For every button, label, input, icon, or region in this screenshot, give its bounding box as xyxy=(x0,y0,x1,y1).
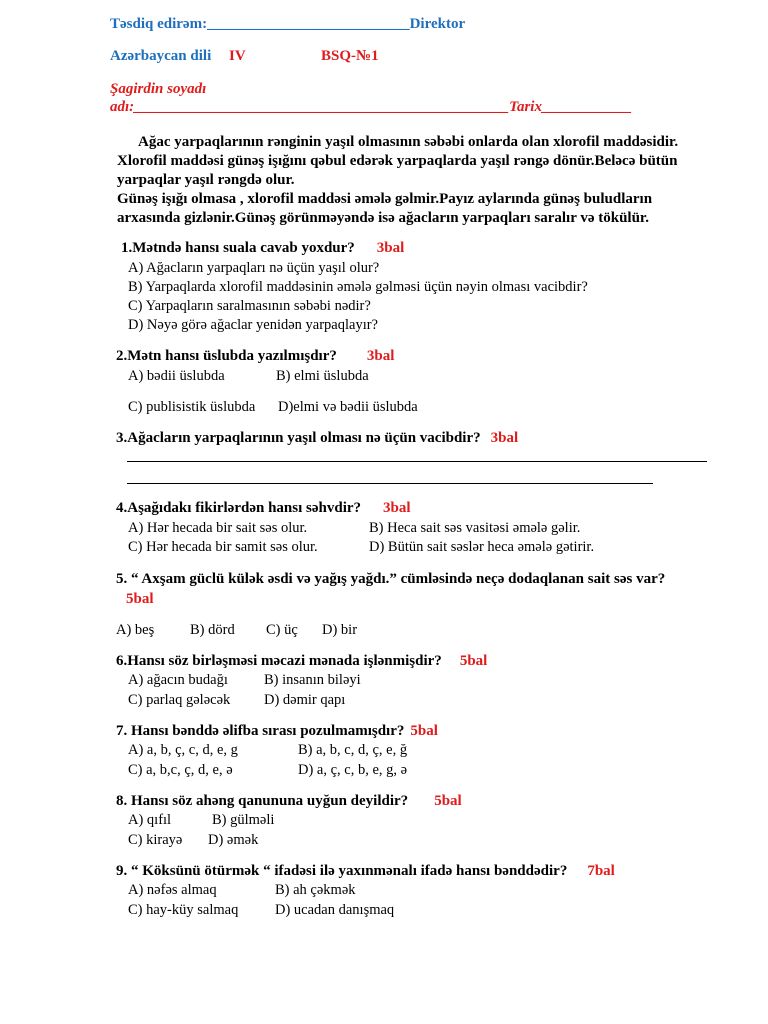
points-badge: 3bal xyxy=(366,348,395,364)
subject-label: Azərbaycan dili xyxy=(110,48,212,64)
question-text: 4.Aşağıdakı fikirlərdən hansı səhvdir? xyxy=(116,500,362,516)
question-9 xyxy=(116,863,615,880)
points-badge: 7bal xyxy=(587,863,615,879)
student-label-line1: Şagirdin soyadı xyxy=(110,81,207,97)
question-1 xyxy=(121,240,404,257)
question-4 xyxy=(116,500,411,517)
grade-label: IV xyxy=(229,48,246,64)
option-c: C) Hər hecada bir samit səs olur. xyxy=(128,539,318,555)
option-c: C) kirayə xyxy=(128,832,183,848)
option-a: A) ağacın budağı xyxy=(128,672,228,688)
option-b: B) elmi üslubda xyxy=(276,368,369,384)
option-b: B) a, b, c, d, ç, e, ğ xyxy=(298,742,408,758)
option-d: D) Nəyə görə ağaclar yenidən yarpaqlayır? xyxy=(128,317,378,333)
approval-line xyxy=(110,16,465,33)
passage-line-5: arxasında gizlənir.Günəş görünməyəndə isə ağacların yarpaqları saralır və tökülür. xyxy=(117,210,649,226)
option-c: C) a, b,c, ç, d, e, ə xyxy=(128,762,233,778)
option-c: C) Yarpaqların saralmasının səbəbi nədir? xyxy=(128,298,371,314)
option-a: A) nəfəs almaq xyxy=(128,882,217,898)
student-name-blank-2: __________________________ xyxy=(314,99,510,115)
option-b: B) Yarpaqlarda xlorofil maddəsinin əmələ gəlməsi üçün nəyin olması vacibdir? xyxy=(128,279,588,295)
option-c: C) üç xyxy=(266,622,298,638)
points-badge: 3bal xyxy=(376,240,405,256)
option-b: B) dörd xyxy=(190,622,235,638)
question-text: 6.Hansı söz birləşməsi məcazi mənada işlənmişdir? xyxy=(116,653,442,669)
points-badge: 3bal xyxy=(490,430,519,446)
question-3 xyxy=(116,430,518,447)
question-2 xyxy=(116,348,394,365)
option-c: C) hay-küy salmaq xyxy=(128,902,239,918)
passage-line-4: Günəş işığı olmasa , xlorofil maddəsi əmələ gəlmir.Payız aylarında günəş buludların xyxy=(117,191,653,207)
option-b: B) insanın biləyi xyxy=(264,672,361,688)
question-text: 8. Hansı söz ahəng qanununa uyğun deyildir? xyxy=(116,793,409,809)
points-badge: 5bal xyxy=(434,793,462,809)
answer-line-1[interactable] xyxy=(127,461,707,462)
option-a: A) Ağacların yarpaqları nə üçün yaşıl olur? xyxy=(128,260,380,276)
question-6 xyxy=(116,653,487,670)
passage-line-2: Xlorofil maddəsi günəş işığını qəbul edərək yarpaqlarda yaşıl rəngə dönür.Beləcə bütün xyxy=(117,153,678,169)
approval-blank: ___________________________ xyxy=(207,16,410,32)
option-b: B) ah çəkmək xyxy=(275,882,356,898)
option-d: D) dəmir qapı xyxy=(264,692,346,708)
passage-line-1: Ağac yarpaqlarının rənginin yaşıl olmasının səbəbi onlarda olan xlorofil maddəsidir. xyxy=(138,134,679,150)
option-d: D) Bütün sait səslər heca əmələ gətirir. xyxy=(369,539,595,555)
passage-line-3: yarpaqlar yaşıl rəngdə olur. xyxy=(117,172,295,188)
date-label: Tarix xyxy=(509,99,542,115)
option-c: C) publisistik üslubda xyxy=(128,399,256,415)
option-c: C) parlaq gələcək xyxy=(128,692,231,708)
student-line xyxy=(110,99,632,116)
question-text: 7. Hansı bənddə əlifba sırası pozulmamışdır? xyxy=(116,723,405,739)
points-badge: 5bal xyxy=(126,591,154,607)
points-badge: 5bal xyxy=(459,653,488,669)
option-a: A) a, b, ç, c, d, e, g xyxy=(128,742,238,758)
option-a: A) bədii üslubda xyxy=(128,368,225,384)
student-name-blank: ________________________ xyxy=(134,99,315,115)
option-d: D) ucadan danışmaq xyxy=(275,902,395,918)
test-label: BSQ-№1 xyxy=(321,48,379,64)
question-7 xyxy=(116,723,438,740)
option-a: A) beş xyxy=(116,622,155,638)
student-name-prefix: adı: xyxy=(110,99,135,115)
points-badge: 3bal xyxy=(383,500,411,516)
question-8 xyxy=(116,793,462,810)
subject-line xyxy=(110,48,211,65)
option-d: D) bir xyxy=(322,622,358,638)
option-a: A) qıfıl xyxy=(128,812,172,828)
option-d: D)elmi və bədii üslubda xyxy=(278,399,418,415)
option-b: B) gülməli xyxy=(212,812,275,828)
date-blank: ____________ xyxy=(541,99,632,115)
question-text: 2.Mətn hansı üslubda yazılmışdır? xyxy=(116,348,337,364)
approval-label: Təsdiq edirəm: xyxy=(110,16,208,32)
answer-line-2[interactable] xyxy=(127,483,653,484)
option-d: D) əmək xyxy=(208,832,259,848)
director-label: Direktor xyxy=(409,16,466,32)
question-text: 1.Mətndə hansı suala cavab yoxdur? xyxy=(121,240,355,256)
question-text: 3.Ağacların yarpaqlarının yaşıl olması nə üçün vacibdir? xyxy=(116,430,481,446)
option-b: B) Heca sait səs vasitəsi əmələ gəlir. xyxy=(369,520,581,536)
option-a: A) Hər hecada bir sait səs olur. xyxy=(128,520,308,536)
question-text: 9. “ Köksünü ötürmək “ ifadəsi ilə yaxınmənalı ifadə hansı bənddədir? xyxy=(116,863,568,879)
points-badge: 5bal xyxy=(410,723,438,739)
option-d: D) a, ç, c, b, e, g, ə xyxy=(298,762,408,778)
question-5-text: 5. “ Axşam güclü külək əsdi və yağış yağdı.” cümləsində neçə dodaqlanan sait səs var? xyxy=(116,571,666,587)
